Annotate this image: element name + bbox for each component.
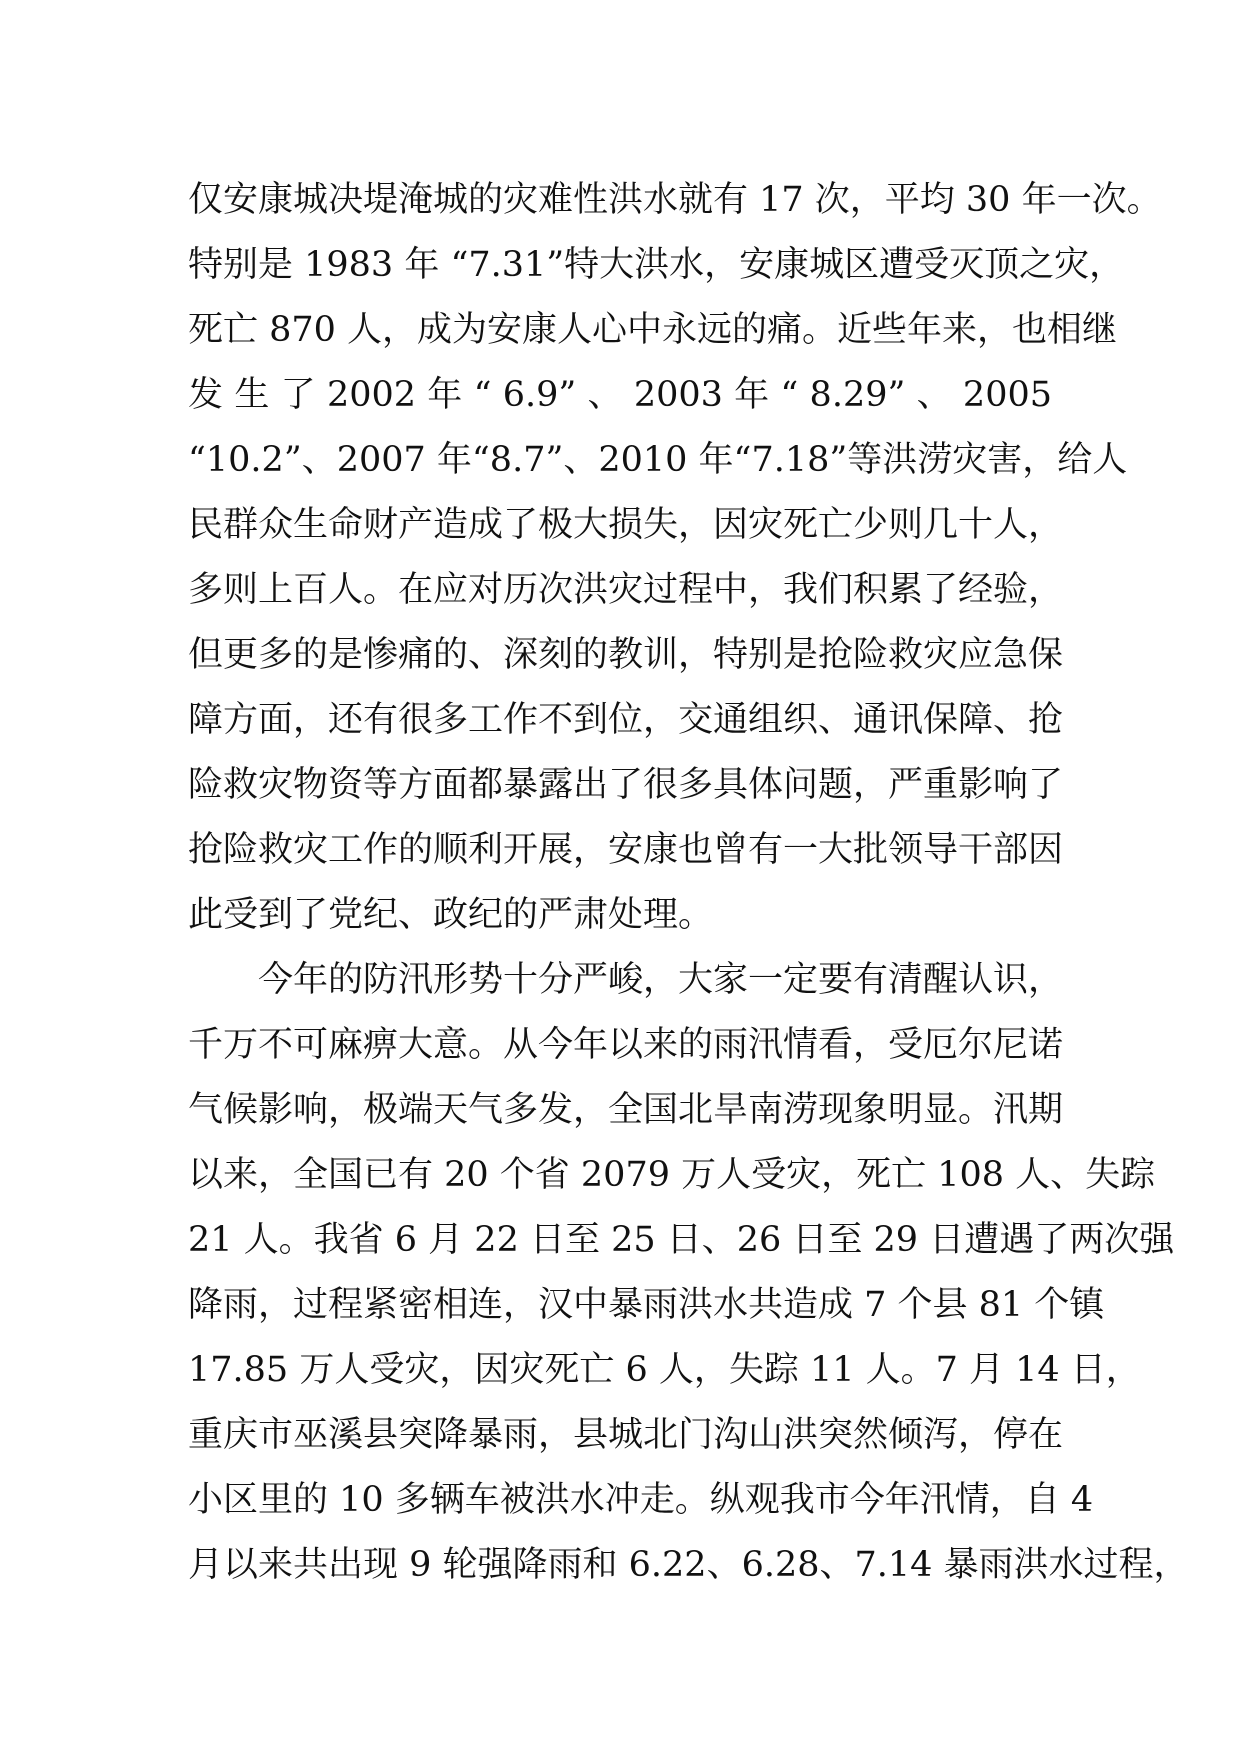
body-text	[188, 168, 1189, 1598]
text-line: 月以来共出现 9 轮强降雨和 6.22、6.28、7.14 暴雨洪水过程，	[188, 1545, 1189, 1585]
paragraph-1	[188, 168, 1162, 948]
text-line: 多则上百人。在应对历次洪灾过程中，我们积累了经验，	[188, 570, 1064, 610]
text-line: 但更多的是惨痛的、深刻的教训，特别是抢险救灾应急保	[188, 635, 1064, 675]
text-line: 千万不可麻痹大意。从今年以来的雨汛情看，受厄尔尼诺	[188, 1025, 1064, 1065]
text-line: 此受到了党纪、政纪的严肃处理。	[188, 895, 714, 935]
text-line: 气候影响，极端天气多发，全国北旱南涝现象明显。汛期	[188, 1090, 1064, 1130]
text-line: 21 人。我省 6 月 22 日至 25 日、26 日至 29 日遭遇了两次强	[188, 1220, 1175, 1260]
text-line: 死亡 870 人，成为安康人心中永远的痛。近些年来，也相继	[188, 310, 1118, 350]
text-line: 特别是 1983 年 “7.31”特大洪水，安康城区遭受灭顶之灾，	[188, 245, 1125, 285]
text-line: 发 生 了 2002 年 “ 6.9” 、 2003 年 “ 8.29” 、 2005	[188, 375, 1052, 415]
text-line: 今年的防汛形势十分严峻，大家一定要有清醒认识，	[258, 960, 1064, 1000]
text-line: 民群众生命财产造成了极大损失，因灾死亡少则几十人，	[188, 505, 1064, 545]
text-line: 17.85 万人受灾，因灾死亡 6 人，失踪 11 人。7 月 14 日，	[188, 1350, 1141, 1390]
text-line: 重庆市巫溪县突降暴雨，县城北门沟山洪突然倾泻，停在	[188, 1415, 1064, 1455]
text-line: 仅安康城决堤淹城的灾难性洪水就有 17 次，平均 30 年一次。	[188, 180, 1162, 220]
paragraph-2	[188, 948, 1189, 1598]
text-line: 降雨，过程紧密相连，汉中暴雨洪水共造成 7 个县 81 个镇	[188, 1285, 1105, 1325]
text-line: 障方面，还有很多工作不到位，交通组织、通讯保障、抢	[188, 700, 1064, 740]
text-line: 小区里的 10 多辆车被洪水冲走。纵观我市今年汛情，自 4	[188, 1480, 1094, 1520]
text-line: 抢险救灾工作的顺利开展，安康也曾有一大批领导干部因	[188, 830, 1064, 870]
text-line: 险救灾物资等方面都暴露出了很多具体问题，严重影响了	[188, 765, 1064, 805]
text-line: “10.2”、2007 年“8.7”、2010 年“7.18”等洪涝灾害，给人	[188, 440, 1128, 480]
text-line: 以来，全国已有 20 个省 2079 万人受灾，死亡 108 人、失踪	[188, 1155, 1156, 1195]
